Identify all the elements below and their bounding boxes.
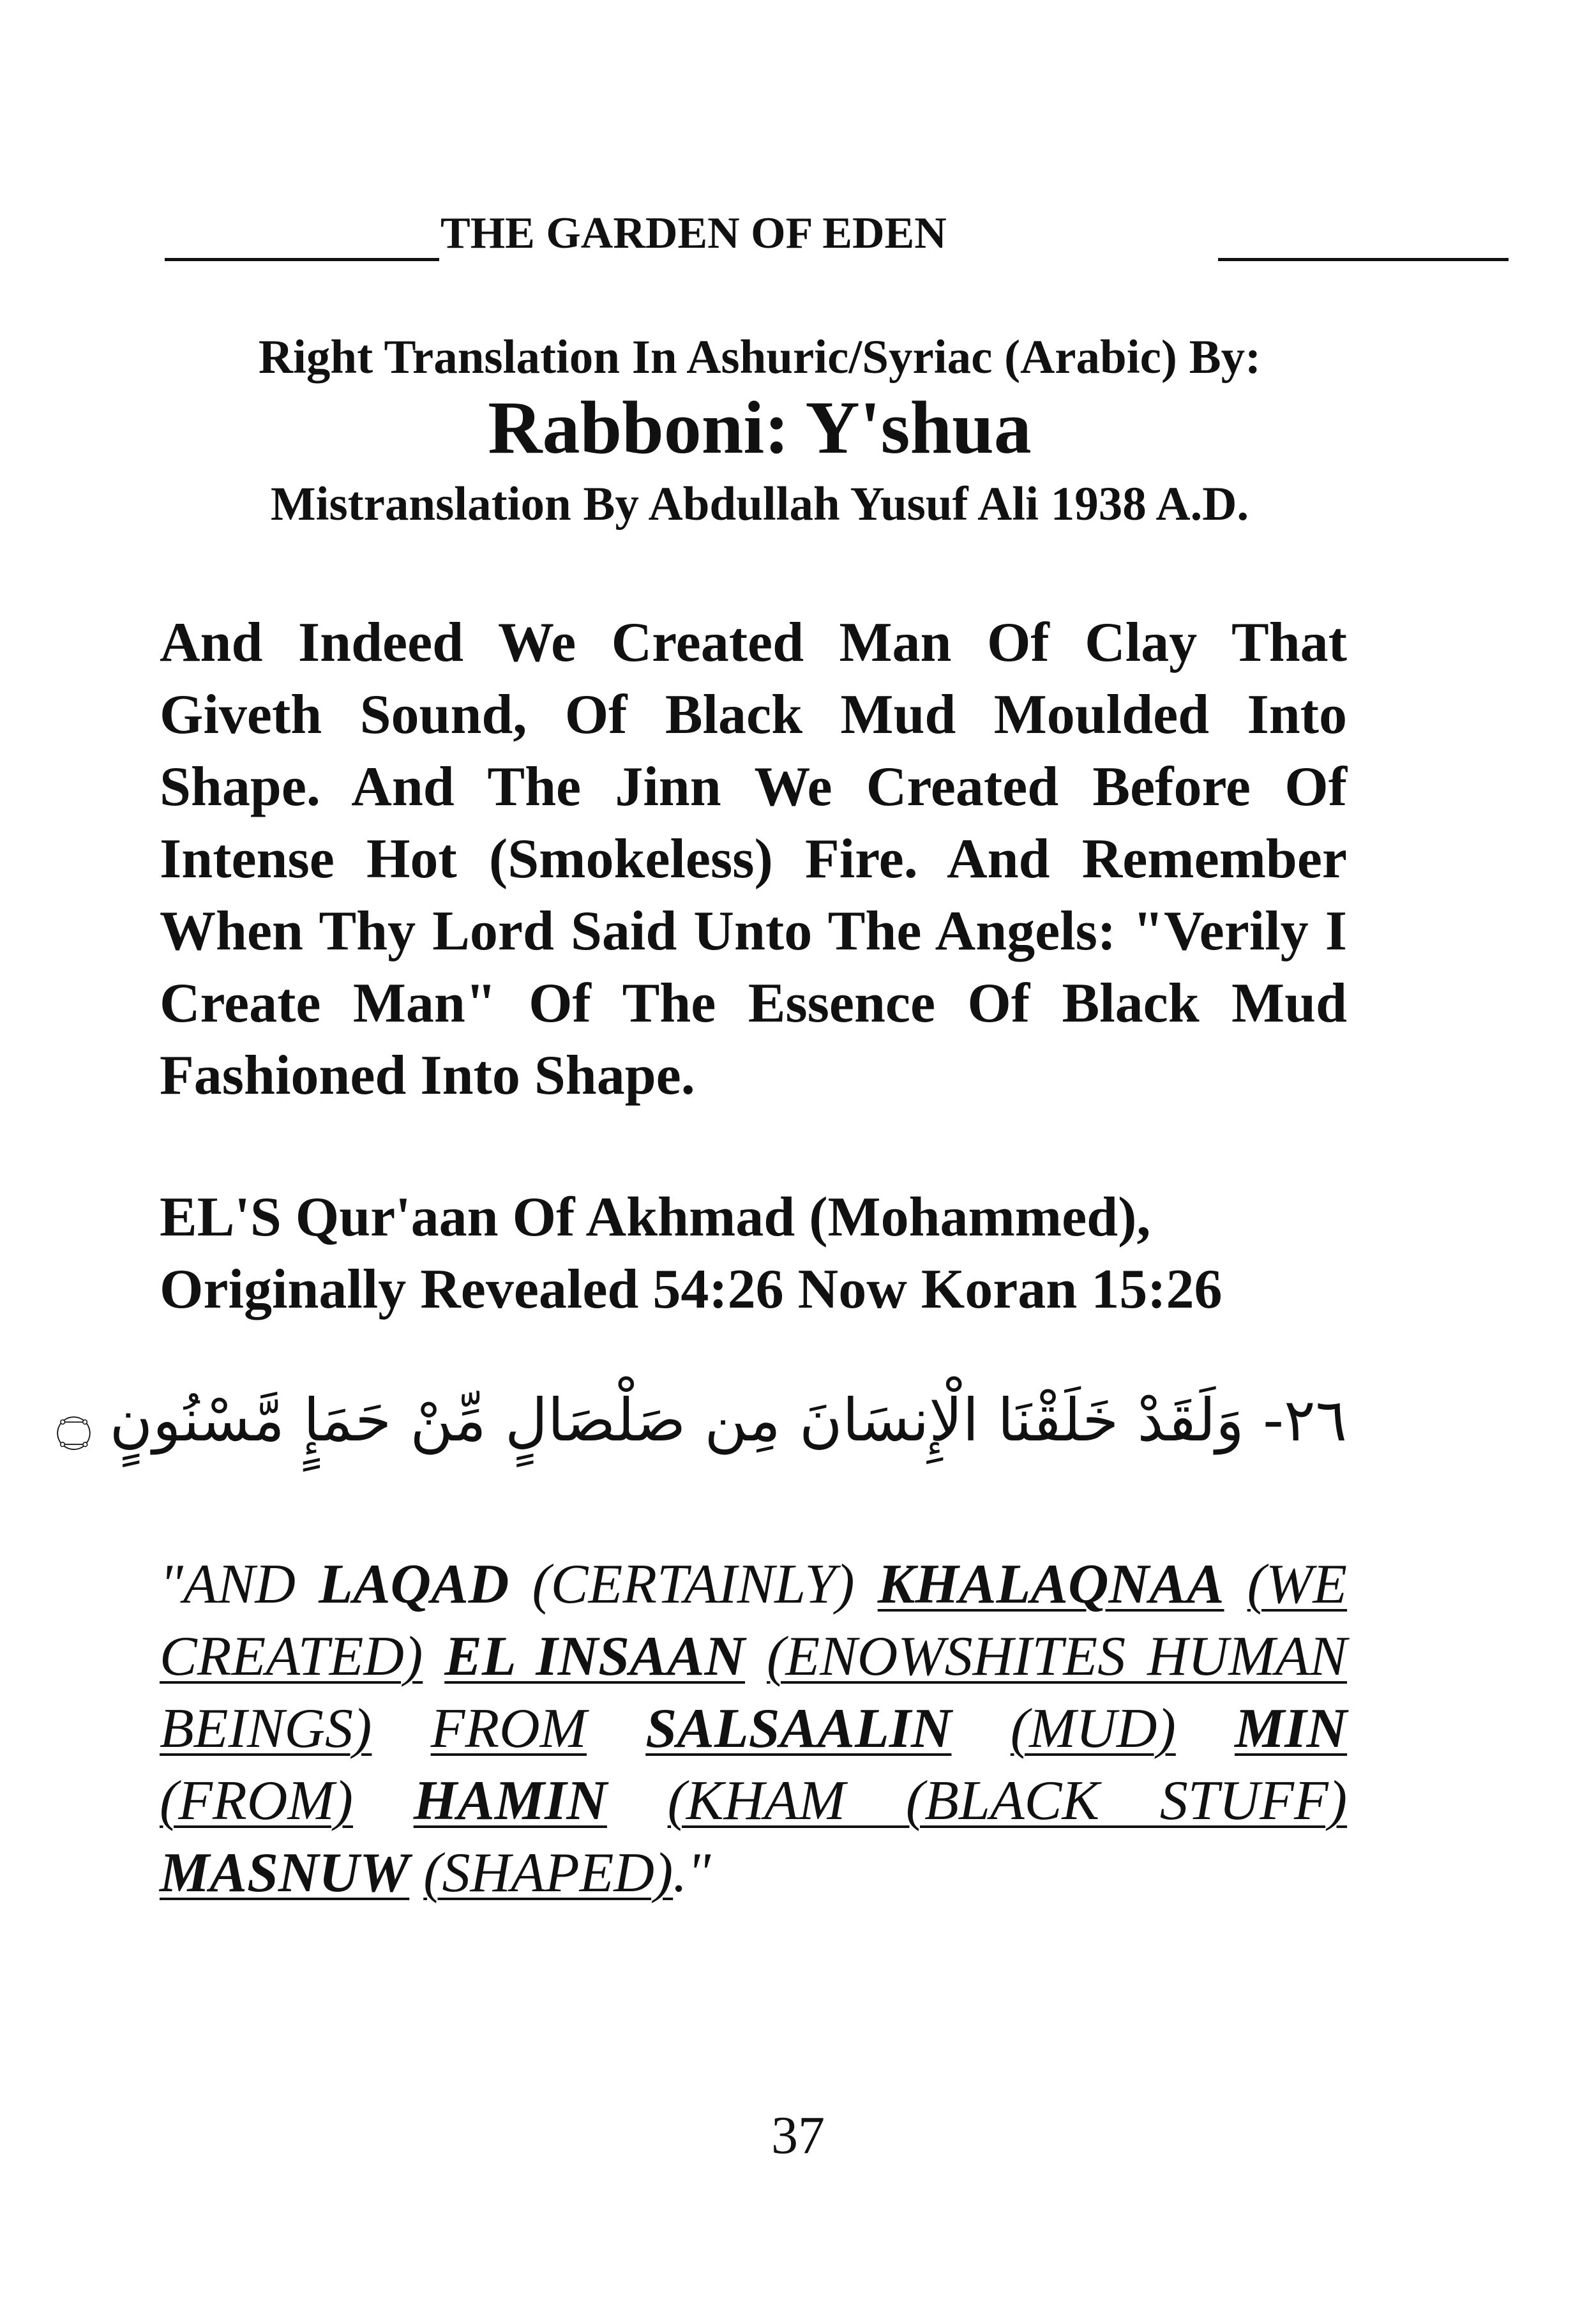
arabic-verse: ٢٦- وَلَقَدْ خَلَقْنَا الْإِنسَانَ مِن صَلْصَالٍ مِّنْ حَمَإٍ مَّسْنُونٍ ۝ (56, 1386, 1347, 1454)
transliteration-paragraph (160, 1548, 1347, 1909)
source-line-2: Originally Revealed 54:26 Now Koran 15:26 (160, 1258, 1223, 1320)
translit-segment: (FROM) (160, 1770, 353, 1832)
header-rule-right (1218, 258, 1509, 261)
translation-credit-line: Right Translation In Ashuric/Syriac (Arabic) By: (258, 331, 1261, 384)
translit-segment: MIN (1234, 1698, 1348, 1760)
translit-segment: (WE CREATED) (160, 1553, 1348, 1688)
running-header-title: THE GARDEN OF EDEN (440, 209, 947, 258)
translit-segment (409, 1842, 423, 1904)
translit-segment: (MUD) (1010, 1698, 1176, 1760)
translit-segment (353, 1770, 414, 1832)
header-rule-left (165, 258, 439, 261)
translit-segment: (ENOWSHITES HUMAN BEINGS) (160, 1626, 1347, 1760)
translit-segment: MASNUW (160, 1842, 410, 1904)
translator-name: Rabboni: Y'shua (488, 386, 1032, 469)
page-number: 37 (771, 2106, 825, 2165)
translit-segment (587, 1698, 645, 1760)
translit-segment: HAMIN (413, 1770, 607, 1832)
translit-segment: LAQAD (319, 1553, 509, 1615)
running-header (165, 206, 1348, 264)
source-reference (160, 1181, 1347, 1326)
translit-segment (1176, 1698, 1235, 1760)
translit-segment: (KHAM (BLACK STUFF) (667, 1770, 1348, 1832)
translit-segment (952, 1698, 1011, 1760)
translit-segment: "AND (160, 1553, 319, 1615)
translit-segment (372, 1698, 430, 1760)
translit-segment (607, 1770, 668, 1832)
translit-segment: ." (673, 1842, 711, 1904)
translit-segment (745, 1626, 767, 1688)
verse-paragraph: And Indeed We Created Man Of Clay That Giveth Sound, Of Black Mud Moulded Into Shape. And The Jinn We Created Before Of Intense Hot (Smokeless) Fire. And Remember When Thy Lord Said Unto The Angels: "Verily I Create Man" Of The Essence Of Black Mud Fashioned Into Shape. (160, 612, 1347, 1107)
translit-segment (1224, 1553, 1247, 1615)
translit-segment (423, 1626, 444, 1688)
translit-segment: (CERTAINLY) (509, 1553, 878, 1615)
translit-segment: SALSAALIN (645, 1698, 952, 1760)
source-line-1: EL'S Qur'aan Of Akhmad (Mohammed), (160, 1186, 1151, 1248)
translit-segment: (SHAPED) (423, 1842, 674, 1904)
mistranslation-credit-line: Mistranslation By Abdullah Yusuf Ali 1938 A.D. (270, 478, 1249, 531)
translit-segment: KHALAQNAA (877, 1553, 1224, 1615)
translit-segment: FROM (430, 1698, 587, 1760)
translit-segment: EL INSAAN (444, 1626, 746, 1688)
